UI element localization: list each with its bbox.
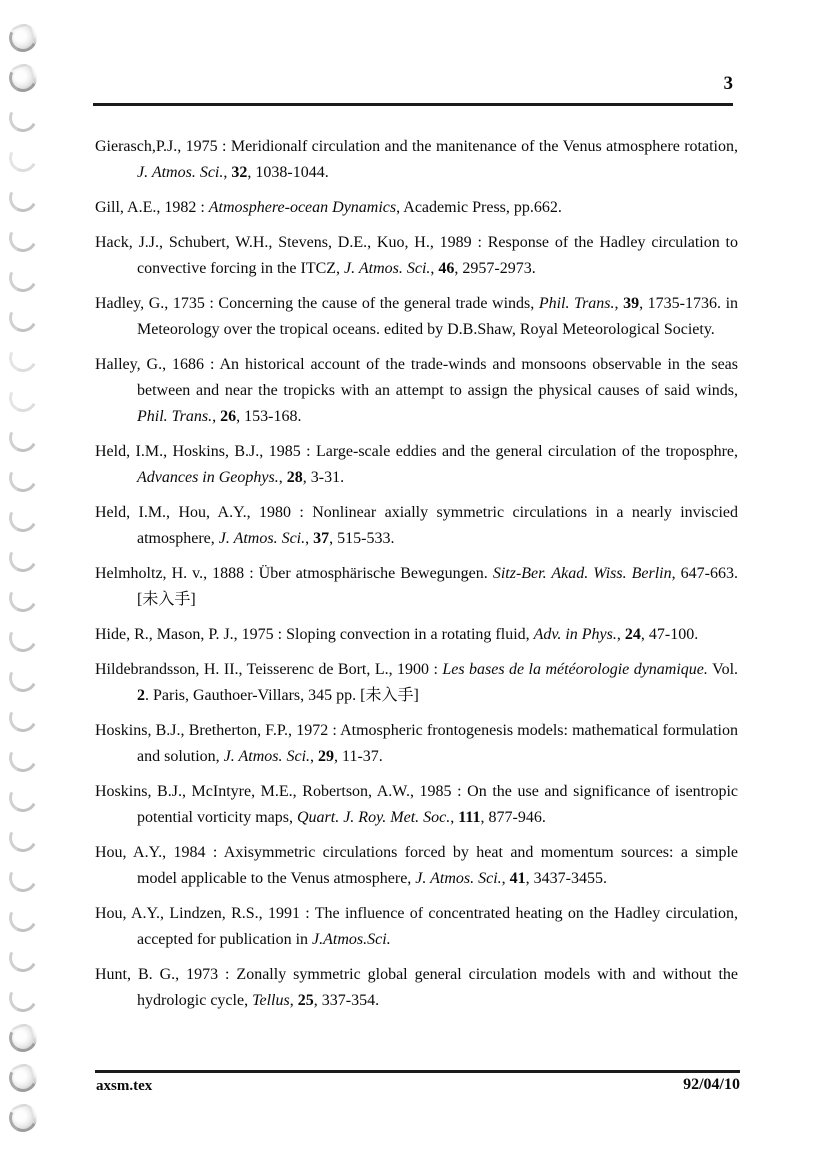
binding-hole [5, 740, 40, 775]
reference-text-segment: 111 [458, 809, 481, 826]
binding-hole [5, 220, 40, 255]
reference-text-segment: , [212, 408, 221, 425]
reference-text-segment: , [616, 626, 625, 643]
reference-text-segment: J. Atmos. Sci. [137, 164, 224, 181]
footer-rule [95, 1070, 740, 1073]
reference-entry [95, 561, 738, 613]
reference-text-segment: Gierasch,P.J., 1975 : Meridionalf circulation and the manitenance of the Venus atmosphere rotation, [95, 138, 738, 155]
binding-hole [5, 820, 40, 855]
reference-entry [95, 291, 738, 343]
reference-entry [95, 962, 738, 1014]
reference-text-segment: Phil. Trans. [137, 408, 213, 425]
reference-text-segment: Hildebrandsson, H. II., Teisserenc de Bort, L., 1900 : [95, 661, 443, 678]
reference-text-segment: 29 [318, 748, 335, 765]
reference-text-segment: , 47-100. [640, 626, 699, 643]
reference-text-segment: Tellus [252, 992, 290, 1009]
reference-text-segment: 2 [137, 687, 145, 704]
reference-text-segment: , 11-37. [334, 748, 383, 765]
reference-text-segment: , [450, 809, 459, 826]
binding-hole [5, 20, 40, 55]
reference-text-segment: Held, I.M., Hoskins, B.J., 1985 : Large-scale eddies and the general circulation of the troposphre, [95, 443, 738, 460]
reference-text-segment: , [501, 870, 510, 887]
binding-hole [5, 700, 40, 735]
reference-text-segment: Quart. J. Roy. Met. Soc. [296, 809, 451, 826]
reference-text-segment: Phil. Trans. [538, 295, 615, 312]
reference-text-segment: J. Atmos. Sci. [223, 748, 311, 765]
reference-text-segment: Adv. in Phys. [533, 626, 617, 643]
reference-text-segment: Helmholtz, H. v., 1888 : Über atmosphärische Bewegungen. [95, 565, 493, 582]
reference-text-segment: , [310, 748, 319, 765]
reference-text-segment: , 3437-3455. [525, 870, 607, 887]
reference-entry [95, 439, 738, 491]
reference-text-segment: , 337-354. [313, 992, 380, 1009]
binding-hole [5, 460, 40, 495]
reference-text-segment: , 153-168. [236, 408, 302, 425]
reference-text-segment: , [614, 295, 624, 312]
binding-hole [5, 1100, 40, 1135]
reference-text-segment: , 1735-1736. in Meteorology over the tropical oceans. edited by D.B.Shaw, Royal Meteorological Society. [137, 295, 739, 338]
reference-text-segment: J. Atmos. Sci. [415, 870, 502, 887]
reference-text-segment: Hoskins, B.J., McIntyre, M.E., Robertson, A.W., 1985 : On the use and significance of isentropic potential vorticity maps, [95, 783, 738, 826]
reference-entry [95, 195, 738, 221]
reference-text-segment: . Paris, Gauthoer-Villars, 345 pp. [未入手] [145, 687, 419, 704]
reference-text-segment: , 2957-2973. [454, 260, 536, 277]
binding-hole [5, 180, 40, 215]
references-list [95, 134, 738, 1023]
binding-hole [5, 300, 40, 335]
reference-text-segment: , [278, 469, 287, 486]
reference-text-segment: Gill, A.E., 1982 : [95, 199, 209, 216]
reference-text-segment: 39 [623, 295, 640, 312]
binding-hole [5, 900, 40, 935]
reference-entry [95, 657, 738, 709]
reference-text-segment: Atmosphere-ocean Dynamics [208, 199, 397, 216]
footer-filename: axsm.tex [96, 1078, 153, 1094]
reference-text-segment: , 877-946. [480, 809, 546, 826]
reference-entry [95, 622, 738, 648]
reference-text-segment: Vol. [707, 661, 739, 678]
reference-text-segment: Halley, G., 1686 : An historical account of the trade-winds and monsoons observable in the seas between and near the tropicks with an attempt to assign the physical causes of said winds, [95, 356, 738, 399]
reference-text-segment: , [223, 164, 232, 181]
reference-entry [95, 134, 738, 186]
reference-entry [95, 500, 738, 552]
header-rule [93, 103, 733, 106]
reference-text-segment: 32 [231, 164, 248, 181]
reference-text-segment: , 647-663. [未入手] [137, 565, 739, 608]
reference-entry [95, 230, 738, 282]
binding-hole [5, 60, 40, 95]
binding-hole [5, 260, 40, 295]
binding-hole [5, 660, 40, 695]
reference-text-segment: Held, I.M., Hou, A.Y., 1980 : Nonlinear axially symmetric circulations in a nearly inviscied atmosphere, [95, 504, 738, 547]
reference-text-segment: Hou, A.Y., 1984 : Axisymmetric circulations forced by heat and momentum sources: a simple model applicable to the Venus atmosphere, [95, 844, 738, 887]
reference-text-segment: Hide, R., Mason, P. J., 1975 : Sloping convection in a rotating fluid, [95, 626, 534, 643]
reference-text-segment: 26 [220, 408, 237, 425]
reference-text-segment: Hunt, B. G., 1973 : Zonally symmetric global general circulation models with and without the hydrologic cycle, [95, 966, 738, 1009]
binding-hole [5, 140, 40, 175]
binding-hole [5, 980, 40, 1015]
reference-text-segment: 28 [286, 469, 303, 486]
reference-text-segment: , [430, 260, 439, 277]
reference-text-segment: Hadley, G., 1735 : Concerning the cause of the general trade winds, [95, 295, 539, 312]
reference-text-segment: , 515-533. [329, 530, 395, 547]
reference-text-segment: , [305, 530, 314, 547]
reference-text-segment: J.Atmos.Sci. [312, 931, 391, 948]
binding-hole [5, 1020, 40, 1055]
spiral-binding-holes [0, 0, 46, 1167]
binding-hole [5, 420, 40, 455]
binding-hole [5, 580, 40, 615]
reference-text-segment: 46 [438, 260, 455, 277]
reference-text-segment: Advances in Geophys. [137, 469, 279, 486]
binding-hole [5, 620, 40, 655]
reference-text-segment: , Academic Press, pp.662. [396, 199, 562, 216]
reference-entry [95, 840, 738, 892]
reference-text-segment: 37 [313, 530, 330, 547]
reference-text-segment: , [289, 992, 298, 1009]
binding-hole [5, 860, 40, 895]
page-number: 3 [723, 73, 733, 94]
binding-hole [5, 100, 40, 135]
reference-text-segment: 41 [509, 870, 526, 887]
binding-hole [5, 940, 40, 975]
reference-entry [95, 352, 738, 430]
binding-hole [5, 540, 40, 575]
reference-entry [95, 779, 738, 831]
footer-date: 92/04/10 [683, 1076, 740, 1093]
reference-text-segment: Les bases de la météorologie dynamique. [442, 661, 708, 678]
binding-hole [5, 780, 40, 815]
reference-entry [95, 718, 738, 770]
reference-text-segment: Sitz-Ber. Akad. Wiss. Berlin [492, 565, 672, 582]
binding-hole [5, 340, 40, 375]
reference-text-segment: J. Atmos. Sci. [218, 530, 306, 547]
reference-text-segment: 24 [624, 626, 641, 643]
reference-text-segment: Hoskins, B.J., Bretherton, F.P., 1972 : Atmospheric frontogenesis models: mathematical formulation and solution, [95, 722, 738, 765]
binding-hole [5, 500, 40, 535]
binding-hole [5, 1060, 40, 1095]
reference-text-segment: , 3-31. [302, 469, 345, 486]
binding-hole [5, 380, 40, 415]
reference-text-segment: 25 [297, 992, 314, 1009]
reference-text-segment: J. Atmos. Sci. [344, 260, 431, 277]
reference-entry [95, 901, 738, 953]
reference-text-segment: , 1038-1044. [247, 164, 329, 181]
reference-text-segment: Hack, J.J., Schubert, W.H., Stevens, D.E., Kuo, H., 1989 : Response of the Hadley circulation to convective forcing in the ITCZ, [95, 234, 738, 277]
reference-text-segment: Hou, A.Y., Lindzen, R.S., 1991 : The influence of concentrated heating on the Hadley circulation, accepted for publication in [95, 905, 738, 948]
